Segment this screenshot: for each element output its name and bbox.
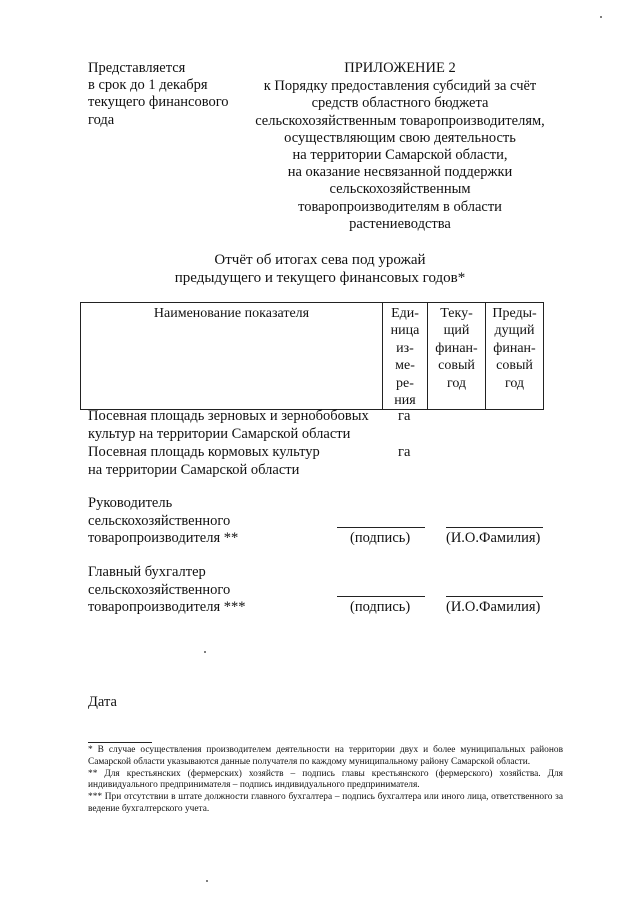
date-label: Дата: [88, 694, 117, 710]
appendix-line: осуществляющим свою деятельность: [284, 129, 516, 146]
footnote: * В случае осуществления производителем деятельности на территории двух и более муниципальных районов Самарской области указываются данные получателя по каждому муниципальному району Самарской области.: [88, 745, 563, 767]
appendix-line: средств областного бюджета: [311, 95, 489, 112]
row-name-line: Посевная площадь зерновых и зернобобовых: [88, 408, 369, 424]
submission-note-line: в срок до 1 декабря: [88, 77, 208, 94]
name-line: [446, 527, 543, 528]
header-current-line: финан-: [435, 340, 478, 356]
report-title-line: предыдущего и текущего финансовых годов*: [174, 270, 466, 286]
appendix-title: ПРИЛОЖЕНИЕ 2: [344, 60, 456, 76]
appendix-header: [240, 60, 560, 233]
row-unit: га: [398, 408, 411, 424]
header-current-line: год: [446, 375, 467, 391]
header-current-year: [428, 303, 486, 410]
header-previous-line: финан-: [493, 340, 536, 356]
header-indicator-name: [81, 303, 383, 410]
appendix-line: сельскохозяйственным товаропроизводителям,: [255, 112, 545, 129]
row-name-line: на территории Самарской области: [88, 461, 300, 478]
header-previous-line: совый: [496, 358, 533, 374]
header-unit-line: из-: [396, 340, 414, 356]
signature-caption: (подпись): [350, 599, 411, 615]
submission-note-line: года: [88, 111, 115, 128]
footnote: *** При отсутствии в штате должности главного бухгалтера – подпись бухгалтера или иного лица, ответственного за ведение бухгалтерского учета.: [88, 792, 563, 814]
role-line: сельскохозяйственного: [88, 512, 231, 529]
indicator-table: [80, 302, 544, 410]
header-unit-line: ния: [394, 393, 416, 409]
appendix-line: на территории Самарской области,: [292, 147, 508, 164]
signature-line: [337, 596, 425, 597]
header-previous-line: дущий: [494, 323, 535, 339]
submission-note-line: текущего финансового: [88, 94, 229, 111]
footnotes: [88, 745, 563, 816]
role-line: товаропроизводителя ***: [88, 599, 246, 615]
appendix-line: растениеводства: [349, 215, 451, 232]
header-previous-line: год: [504, 375, 525, 391]
header-current-line: совый: [438, 358, 475, 374]
scan-speck: [206, 880, 208, 882]
role-line: Главный бухгалтер: [88, 564, 206, 580]
table-row: [88, 444, 388, 479]
header-current-line: Теку-: [440, 306, 473, 321]
footnote: ** Для крестьянских (фермерских) хозяйств – подпись главы крестьянского (фермерского) хозяйства. Для индивидуального предпринимателя – подпись индивидуального предпринимателя.: [88, 768, 563, 791]
row-name-line: Посевная площадь кормовых культур: [88, 444, 320, 460]
submission-note: [88, 60, 258, 129]
role-line: товаропроизводителя **: [88, 530, 239, 546]
signature-caption: (подпись): [350, 530, 411, 546]
table-row: [88, 408, 388, 443]
report-title: [140, 251, 500, 287]
scan-speck: [600, 16, 602, 18]
header-previous-year: [486, 303, 544, 410]
header-unit-line: ре-: [396, 375, 414, 391]
row-name-line: культур на территории Самарской области: [88, 425, 351, 442]
appendix-line: к Порядку предоставления субсидий за счёт: [263, 78, 537, 95]
signature-role-head: [88, 495, 318, 548]
header-unit-line: ница: [390, 323, 420, 339]
header-unit: [383, 303, 428, 410]
signature-line: [337, 527, 425, 528]
header-unit-line: Еди-: [391, 306, 419, 321]
header-previous-line: Преды-: [492, 306, 537, 321]
signature-role-accountant: [88, 564, 318, 617]
role-line: Руководитель: [88, 495, 173, 511]
scan-speck: [204, 651, 206, 653]
appendix-line: сельскохозяйственным: [329, 181, 471, 198]
table-header-row: [81, 303, 544, 410]
name-caption: (И.О.Фамилия): [446, 530, 541, 546]
name-line: [446, 596, 543, 597]
appendix-line: товаропроизводителям в области: [298, 198, 502, 215]
footnote-divider: [88, 742, 152, 743]
header-indicator-name-text: Наименование показателя: [153, 306, 310, 321]
appendix-line: на оказание несвязанной поддержки: [287, 164, 513, 181]
row-unit: га: [398, 444, 411, 460]
header-unit-line: ме-: [395, 358, 415, 374]
role-line: сельскохозяйственного: [88, 581, 231, 598]
submission-note-line: Представляется: [88, 60, 186, 76]
name-caption: (И.О.Фамилия): [446, 599, 541, 615]
header-current-line: щий: [443, 323, 470, 339]
report-title-line: Отчёт об итогах сева под урожай: [214, 252, 426, 268]
